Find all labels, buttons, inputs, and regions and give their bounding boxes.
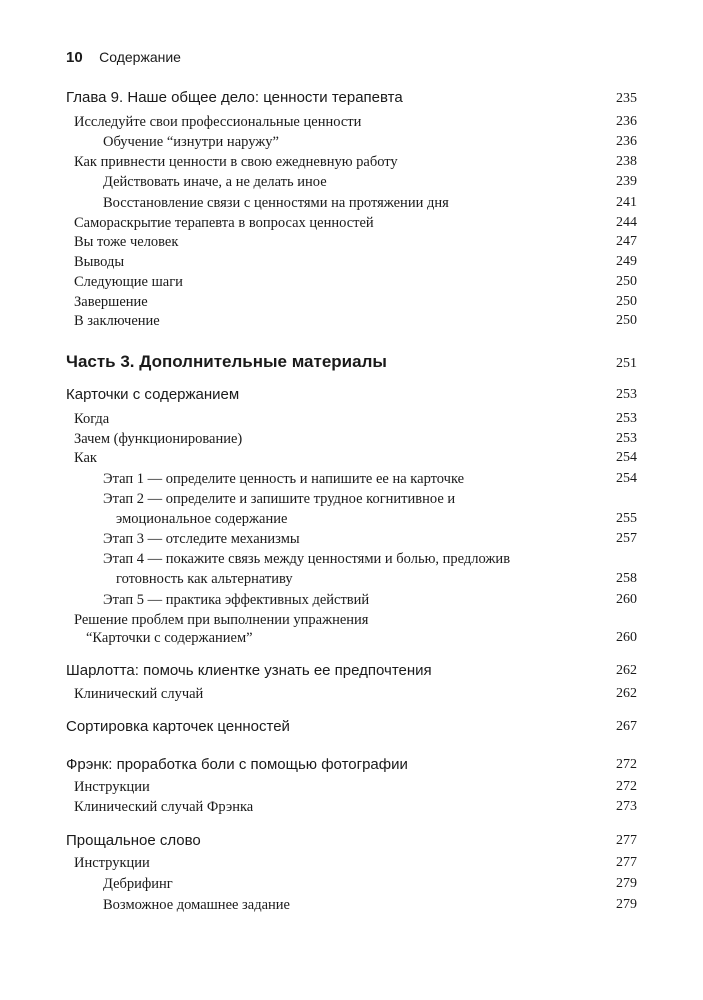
toc-entry-page: 262 <box>616 663 637 678</box>
toc-entry-page: 236 <box>616 114 637 129</box>
toc-entry-page: 253 <box>616 387 637 402</box>
toc-entry-page: 254 <box>616 471 637 486</box>
toc-entry-page: 250 <box>616 274 637 289</box>
toc-entry-page: 279 <box>616 897 637 912</box>
toc-entry-page: 277 <box>616 833 637 848</box>
toc-entry-title: Возможное домашнее задание <box>103 897 290 913</box>
page-number: 10 <box>66 49 83 66</box>
toc-entry-page: 260 <box>616 592 637 607</box>
toc-entry-page: 255 <box>616 511 637 526</box>
toc-entry-title: Этап 3 — отследите механизмы <box>103 531 300 547</box>
toc-entry-page: 235 <box>616 91 637 106</box>
toc-entry-title: Карточки с содержанием <box>66 386 240 403</box>
toc-entry-title: Завершение <box>74 294 148 310</box>
toc-entry-page: 262 <box>616 686 637 701</box>
toc-entry-page: 250 <box>616 294 637 309</box>
toc-entry-title: Выводы <box>74 254 125 270</box>
toc-entry-title: Шарлотта: помочь клиентке узнать ее предпочтения <box>66 662 432 679</box>
toc-entry-title: Прощальное слово <box>66 832 201 849</box>
toc-entry-title: Клинический случай Фрэнка <box>74 799 254 815</box>
toc-entry-title: Глава 9. Наше общее дело: ценности терапевта <box>66 89 403 106</box>
toc-entry-title: Исследуйте свои профессиональные ценности <box>74 114 362 130</box>
toc-entry-title: Этап 5 — практика эффективных действий <box>103 592 370 608</box>
running-header-title: Содержание <box>99 49 181 65</box>
toc-entry-page: 239 <box>616 174 637 189</box>
toc-entry-title: Зачем (функционирование) <box>74 431 243 447</box>
toc-entry-page: 249 <box>616 254 637 269</box>
toc-entry-title: Вы тоже человек <box>74 234 179 250</box>
toc-entry-title-cont: готовность как альтернативу <box>116 571 293 587</box>
toc-entry-page: 254 <box>616 450 637 465</box>
toc-entry-title: Сортировка карточек ценностей <box>66 718 290 735</box>
toc-entry-title: Инструкции <box>74 779 150 795</box>
toc-entry-page: 247 <box>616 234 637 249</box>
toc-entry-title: Дебрифинг <box>103 876 173 892</box>
toc-entry-title: Этап 4 — покажите связь между ценностями и болью, предложив <box>103 551 511 567</box>
toc-entry-page: 279 <box>616 876 637 891</box>
toc-entry-page: 236 <box>616 134 637 149</box>
toc-entry-page: 272 <box>616 779 637 794</box>
toc-entry-page: 272 <box>616 757 637 772</box>
toc-entry-title: Обучение “изнутри наружу” <box>103 134 279 150</box>
toc-entry-title: Этап 2 — определите и запишите трудное когнитивное и <box>103 491 456 507</box>
toc-entry-title: Когда <box>74 411 110 427</box>
toc-entry-page: 244 <box>616 215 637 230</box>
toc-entry-page: 253 <box>616 411 637 426</box>
toc-entry-title-cont: “Карточки с содержанием” <box>86 630 253 646</box>
toc-entry-page: 267 <box>616 719 637 734</box>
toc-entry-title-cont: эмоциональное содержание <box>116 511 288 527</box>
toc-entry-title: Как привнести ценности в свою ежедневную работу <box>74 154 398 170</box>
toc-entry-title: Самораскрытие терапевта в вопросах ценностей <box>74 215 374 231</box>
toc-entry-page: 241 <box>616 195 637 210</box>
toc-entry-title: Следующие шаги <box>74 274 183 290</box>
toc-entry-title: Клинический случай <box>74 686 204 702</box>
toc-entry-page: 258 <box>616 571 637 586</box>
toc-entry-title: В заключение <box>74 313 160 329</box>
toc-entry-page: 253 <box>616 431 637 446</box>
toc-entry-page: 238 <box>616 154 637 169</box>
toc-entry-page: 250 <box>616 313 637 328</box>
toc-entry-title: Как <box>74 450 97 466</box>
toc-entry-page: 257 <box>616 531 637 546</box>
toc-entry-title: Действовать иначе, а не делать иное <box>103 174 327 190</box>
toc-entry-page: 260 <box>616 630 637 645</box>
toc-entry-title: Часть 3. Дополнительные материалы <box>66 352 387 371</box>
toc-entry-page: 273 <box>616 799 637 814</box>
toc-entry-title: Инструкции <box>74 855 150 871</box>
toc-entry-page: 277 <box>616 855 637 870</box>
toc-entry-title: Восстановление связи с ценностями на протяжении дня <box>103 195 449 211</box>
toc-entry-title: Этап 1 — определите ценность и напишите ее на карточке <box>103 471 465 487</box>
toc-entry-title: Решение проблем при выполнении упражнения <box>74 612 369 628</box>
toc-entry-page: 251 <box>616 356 637 371</box>
toc-entry-title: Фрэнк: проработка боли с помощью фотографии <box>66 756 408 773</box>
